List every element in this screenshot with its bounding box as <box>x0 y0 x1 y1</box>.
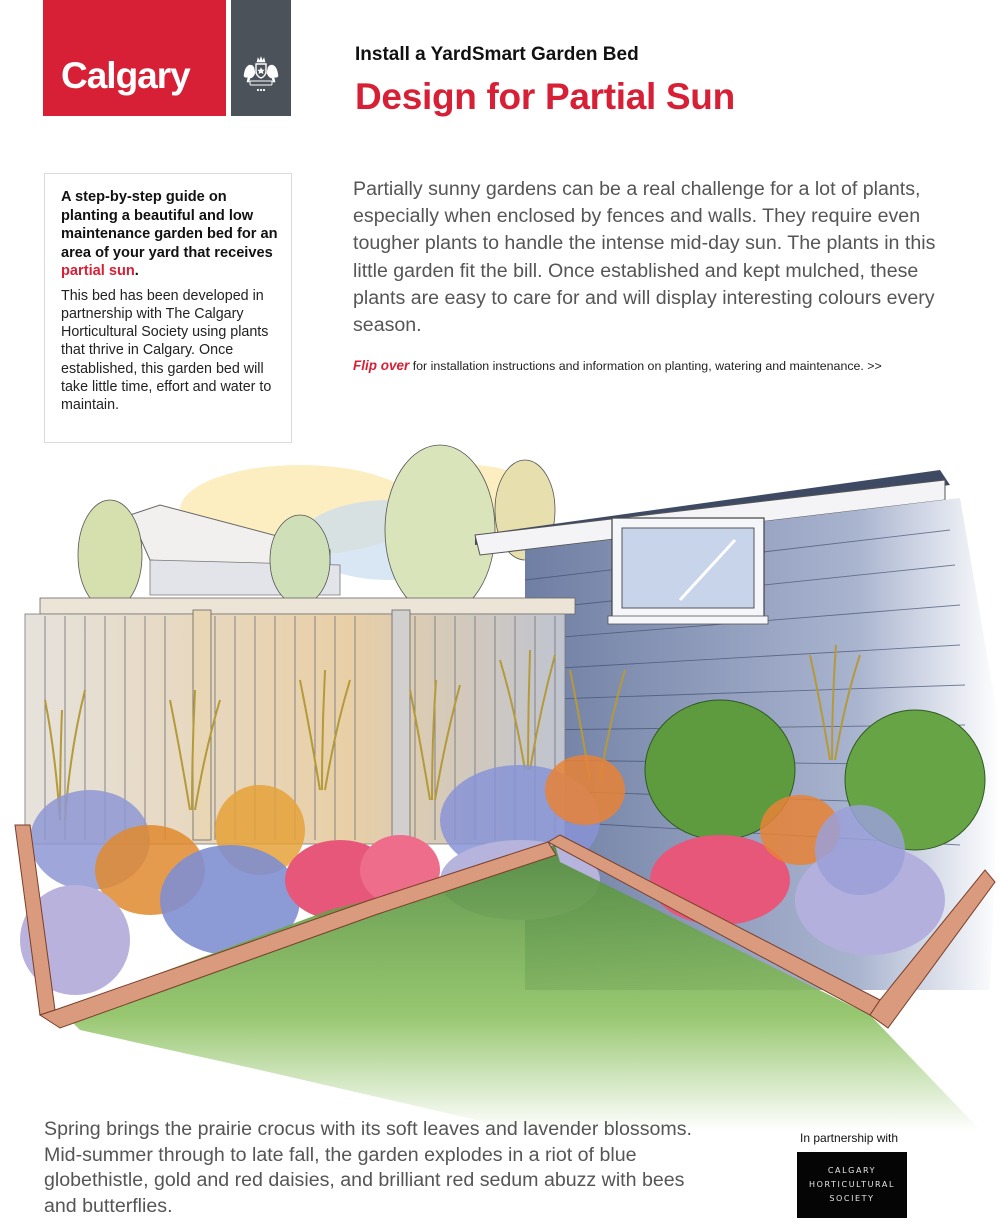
partner-logo-line-1: CALGARY <box>827 1166 877 1175</box>
partial-sun-highlight: partial sun <box>61 263 135 279</box>
intro-body: This bed has been developed in partnership with The Calgary Horticultural Society using plants that thrive in Calgary. Once established, this garden bed will take little time, effort and water to maintain. <box>61 287 272 414</box>
logo-wordmark: Calgary <box>61 55 190 96</box>
garden-illustration <box>0 430 1000 1130</box>
flip-over-note <box>353 358 882 373</box>
intro-callout-box <box>44 173 292 443</box>
intro-lead <box>61 188 281 281</box>
flip-over-label: Flip over <box>353 358 410 373</box>
calgary-horticultural-society-logo <box>797 1152 907 1218</box>
intro-paragraph: Partially sunny gardens can be a real challenge for a lot of plants, especially when enclosed by fences and walls. They require even tougher plants to handle the intense mid-day sun. The plants in this little garden fit the bill. Once established and kept mulched, these plants are easy to care for and will display interesting colours every season. <box>353 178 936 337</box>
partner-label: In partnership with <box>800 1131 899 1145</box>
partner-logo-line-3: SOCIETY <box>829 1194 875 1203</box>
logo-wordmark-panel <box>43 0 226 116</box>
page-title: Design for Partial Sun <box>355 76 735 117</box>
intro-lead-period: . <box>134 263 139 279</box>
logo-crest-panel <box>231 0 291 116</box>
closing-paragraph: Spring brings the prairie crocus with its soft leaves and lavender blossoms. Mid-summer through to late fall, the garden explodes in a riot of blue globethistle, gold and red daisies, and brilliant red sedum abuzz with bees and butterflies. <box>44 1118 692 1217</box>
city-crest-icon <box>241 56 281 94</box>
intro-lead-text: A step-by-step guide on planting a beautiful and low maintenance garden bed for an area of your yard that receives <box>61 189 278 261</box>
calgary-logo <box>43 0 291 116</box>
partner-logo-line-2: HORTICULTURAL <box>808 1180 896 1189</box>
page-subtitle: Install a YardSmart Garden Bed <box>355 44 639 65</box>
flip-over-text: for installation instructions and information on planting, watering and maintenance. >> <box>409 359 882 373</box>
